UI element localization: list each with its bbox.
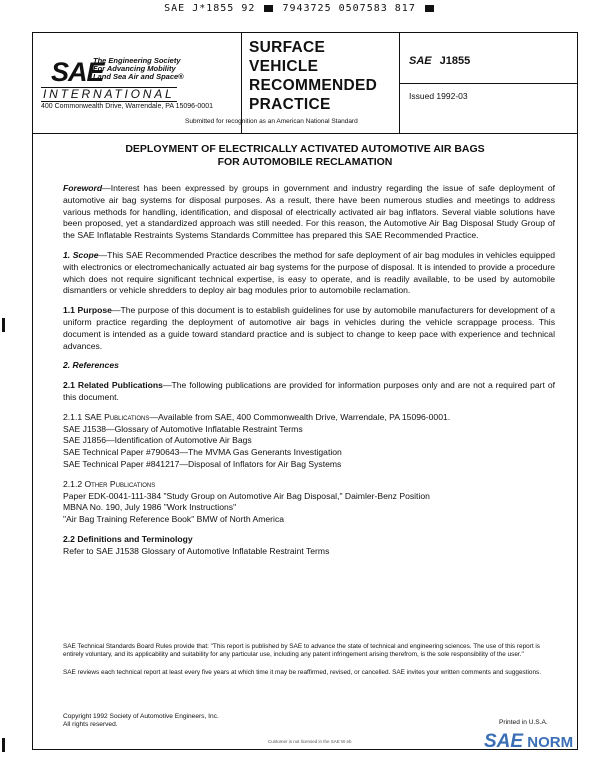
reference-item: SAE Technical Paper #790643—The MVMA Gas Generants Investigation	[63, 447, 342, 458]
purpose-label: 1.1 Purpose	[63, 305, 112, 316]
barcode-block	[264, 5, 273, 12]
scope-text: —This SAE Recommended Practice describes the method for safe deployment of air bag modules in vehicles equipped with electronics or electromechanically actuated air bag systems for the purpose of disposal. It is intended to provide a procedure which does not require significant technical expertise, is easy to operate, and is readily available, to be used by automobile dismantlers or vehicle shredders to deploy air bag modules prior to automobile reclamation.	[63, 249, 555, 296]
issued-date: Issued 1992-03	[409, 91, 468, 101]
foreword-section	[63, 183, 555, 242]
logo-sae-text: SAE	[51, 57, 104, 87]
reference-item: "Air Bag Training Reference Book" BMW of North America	[63, 514, 285, 525]
references-heading: 2. References	[63, 360, 119, 371]
barcode-block	[425, 5, 434, 12]
submitted-note: Submitted for recognition as an American National Standard	[185, 118, 358, 125]
doc-number: SAE J1855	[409, 55, 471, 67]
footer-notes	[63, 643, 555, 687]
scope-label: 1. Scope	[63, 249, 99, 260]
scan-code: SAE J*1855 92	[164, 3, 256, 14]
logo-tagline: The Engineering Society For Advancing Mobility Land Sea Air and Space®	[93, 56, 184, 81]
related-text: —The following publications are provided for information purposes only and are not a required part of this document.	[63, 380, 556, 402]
scan-code-2: 7943725 0507583 817	[282, 3, 416, 14]
definitions-label: 2.2 Definitions and Terminology	[63, 533, 193, 544]
reference-item: SAE J1856—Identification of Automotive Air Bags	[63, 435, 252, 446]
related-publications-section	[63, 380, 555, 404]
printed-in: Printed in U.S.A.	[499, 719, 548, 726]
sae-pubs-label: 2.1.1 SAE Publications	[63, 411, 150, 422]
scan-edge-mark	[2, 318, 5, 332]
foreword-label: Foreword	[63, 183, 103, 193]
other-pubs-label: 2.1.2 Other Publications	[63, 478, 156, 489]
definitions-text: Refer to SAE J1538 Glossary of Automotive Inflatable Restraint Terms	[63, 545, 330, 556]
reference-item: SAE Technical Paper #841217—Disposal of Inflators for Air Bag Systems	[63, 458, 342, 469]
sae-publications-section	[63, 412, 555, 471]
scope-section	[63, 250, 555, 297]
logo-international: INTERNATIONAL	[43, 87, 175, 101]
document-title: DEPLOYMENT OF ELECTRICALLY ACTIVATED AUTOMOTIVE AIR BAGS FOR AUTOMOBILE RECLAMATION	[125, 143, 485, 168]
purpose-text: —The purpose of this document is to establish guidelines for use by automobile manufacturers for development of a uniform practice regarding the deployment of automotive air bags in vehicles during the vehicle scrappage process. This document is intended as a guide toward standard practice and is subject to change to keep pace with experience and technical advances.	[63, 305, 556, 351]
document-header	[33, 33, 577, 134]
purpose-section	[63, 305, 555, 352]
definitions-section	[63, 534, 555, 558]
review-note: SAE reviews each technical report at least every five years at which time it may be reaffirmed, revised, or cancelled. SAE invites your written comments and suggestions.	[63, 669, 541, 676]
license-note: Customer is not licensed in the SAE W eb	[268, 739, 352, 744]
sae-pubs-text: —Available from SAE, 400 Commonwealth Drive, Warrendale, PA 15096-0001.	[149, 411, 451, 422]
reference-item: MBNA No. 190, July 1986 "Work Instructions"	[63, 502, 237, 513]
report-type-title: SURFACE VEHICLE RECOMMENDED PRACTICE	[249, 39, 378, 113]
copyright: Copyright 1992 Society of Automotive Engineers, Inc. All rights reserved.	[63, 713, 219, 728]
sae-norm-watermark: SAE NORM	[484, 731, 574, 752]
document-body	[63, 183, 555, 566]
scan-edge-mark	[2, 738, 5, 752]
document-frame	[32, 32, 578, 750]
related-label: 2.1 Related Publications	[63, 380, 163, 391]
reference-item: Paper EDK-0041-111-384 "Study Group on Automotive Air Bag Disposal," Daimler-Benz Position	[63, 490, 430, 501]
doc-number-box	[399, 33, 577, 84]
reference-item: SAE J1538—Glossary of Automotive Inflatable Restraint Terms	[63, 423, 303, 434]
scan-code-strip	[0, 3, 600, 14]
sae-address: 400 Commonwealth Drive, Warrendale, PA 15096-0001	[41, 103, 213, 110]
foreword-text: —Interest has been expressed by groups in government and industry regarding the issue of safe deployment of automotive air bag systems for disposal purposes. As a result, there have been numerous studies and meetings to address various methods for handling, identification, and disposal of electrically activated air bag inflators. Several viable solutions have been proposed, yet a standardized approach was still needed. For this reason, the Automotive Air Bag Disposal Study Group of the SAE Inflatable Restraints Systems Standards Committee has prepared this SAE Recommended Practice.	[63, 183, 555, 241]
tsb-rules-note: SAE Technical Standards Board Rules provide that: "This report is published by SAE to advance the state of technical and engineering sciences. The use of this report is entirely voluntary, and its applicability and suitability for any particular use, including any patent infringement arising therefrom, is the sole responsibility of the user."	[63, 643, 540, 658]
other-publications-section	[63, 479, 555, 526]
sae-logo	[41, 55, 241, 115]
